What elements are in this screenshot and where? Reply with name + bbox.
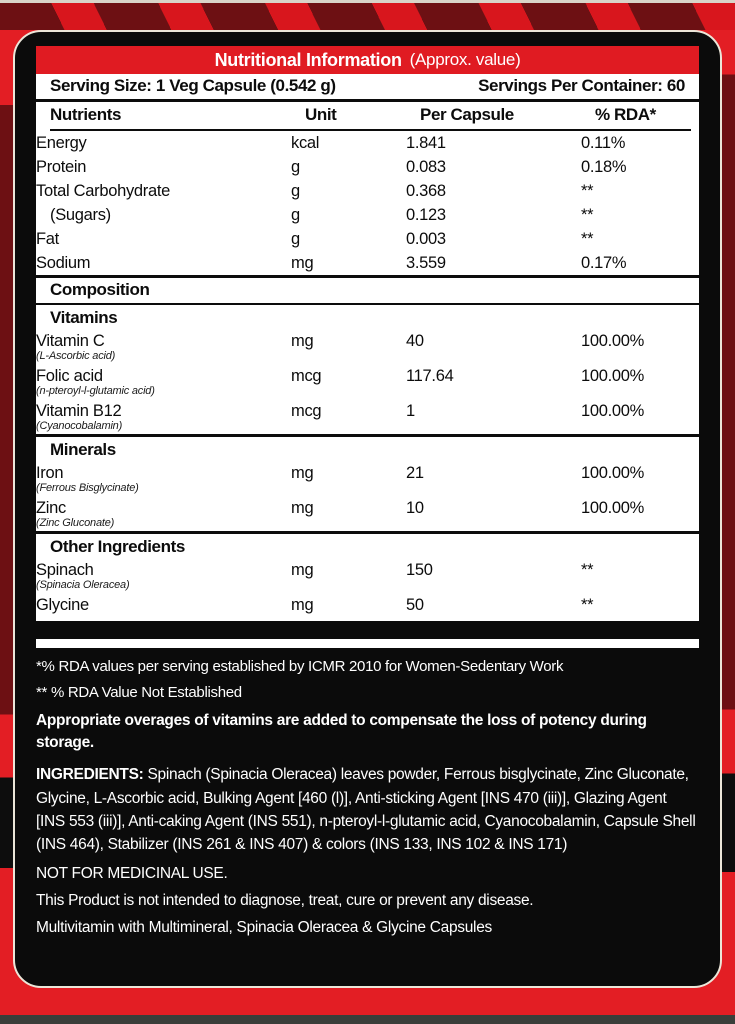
nutrient-unit: mg — [291, 561, 314, 579]
nutrition-facts-panel — [36, 74, 699, 625]
section-composition: Composition — [36, 275, 699, 305]
nutrient-name: Folic acid — [36, 367, 103, 385]
decorative-right-border — [721, 30, 735, 1015]
overages-note: Appropriate overages of vitamins are added to compensate the loss of potency during storage. — [36, 711, 647, 751]
nutrient-rda: 100.00% — [581, 402, 645, 420]
ingredients-list: Spinach (Spinacia Oleracea) leaves powder, Ferrous bisglycinate, Zinc Gluconate, Glycine, L-Ascorbic acid, Bulking Agent [460 (l)], Anti-sticking Agent [INS 470 (iii)], Glazing Agent [INS 553 (iii)], Anti-caking Agent (INS 551), n-pteroyl-l-glutamic acid, Cyanocobalamin, Capsule Shell (INS 464), Stabilizer (INS 261 & INS 407) & colors (INS 133, INS 102 & INS 171) — [36, 766, 696, 854]
nutrient-name-group — [36, 332, 291, 362]
nutrient-name: Spinach — [36, 561, 94, 579]
nutrient-chemical-name: (Zinc Gluconate) — [36, 517, 115, 529]
nutrient-per-capsule: 21 — [406, 464, 424, 482]
nutrient-rda: ** — [581, 561, 594, 579]
rda-footnote-2: ** % RDA Value Not Established — [36, 683, 242, 701]
nutrient-name: Energy — [36, 133, 87, 152]
table-row — [36, 496, 699, 531]
nutrient-unit: kcal — [291, 133, 320, 152]
rda-footnote-1: *% RDA values per serving established by ICMR 2010 for Women-Sedentary Work — [36, 657, 564, 675]
nutrient-chemical-name: (Cyanocobalamin) — [36, 420, 123, 432]
nutrient-name: Vitamin C — [36, 332, 105, 350]
nutrient-unit: mg — [291, 595, 314, 614]
product-description: Multivitamin with Multimineral, Spinacia Oleracea & Glycine Capsules — [36, 919, 492, 937]
table-row — [36, 558, 699, 593]
not-medicinal-note: NOT FOR MEDICINAL USE. — [36, 865, 228, 883]
nutrient-name-group — [36, 464, 291, 494]
nutrition-title: Nutritional Information — [214, 49, 402, 70]
table-row — [36, 131, 699, 155]
nutrient-name: Vitamin B12 — [36, 402, 122, 420]
section-other-ingredients: Other Ingredients — [36, 531, 699, 558]
nutrient-per-capsule: 40 — [406, 332, 424, 350]
column-header-row — [36, 102, 699, 131]
nutrient-rda: ** — [581, 181, 594, 200]
nutrient-name: Protein — [36, 157, 87, 176]
table-row — [36, 227, 699, 251]
nutrient-rda: 100.00% — [581, 367, 645, 385]
nutrient-name: Iron — [36, 464, 64, 482]
col-unit: Unit — [305, 102, 420, 131]
nutrient-name: Glycine — [36, 595, 89, 614]
nutrient-rda: 100.00% — [581, 464, 645, 482]
nutrient-name: Zinc — [36, 499, 66, 517]
section-vitamins: Vitamins — [50, 308, 118, 327]
nutrient-per-capsule: 0.368 — [406, 181, 446, 200]
nutrient-name-group — [36, 561, 291, 591]
nutrient-rda: 0.17% — [581, 253, 627, 272]
nutrition-title-bar — [36, 46, 699, 74]
nutrient-unit: mcg — [291, 367, 322, 385]
nutrient-name: (Sugars) — [50, 205, 111, 224]
nutrient-chemical-name: (Ferrous Bisglycinate) — [36, 482, 139, 494]
nutrient-per-capsule: 3.559 — [406, 253, 446, 272]
nutrient-unit: mg — [291, 253, 314, 272]
decorative-bottom-strip — [0, 1015, 735, 1024]
nutrient-unit: mg — [291, 464, 314, 482]
table-row — [36, 155, 699, 179]
serving-row — [36, 74, 699, 102]
nutrition-title-approx: (Approx. value) — [409, 50, 521, 69]
nutrient-name: Fat — [36, 229, 59, 248]
decorative-top-stripes — [0, 0, 735, 30]
nutrient-unit: mg — [291, 499, 314, 517]
table-row — [36, 329, 699, 364]
nutrient-per-capsule: 117.64 — [406, 367, 454, 385]
nutrient-name: Total Carbohydrate — [36, 181, 171, 200]
section-minerals: Minerals — [36, 434, 699, 461]
nutrient-rda: ** — [581, 205, 594, 224]
nutrient-unit: mg — [291, 332, 314, 350]
col-nutrients: Nutrients — [50, 102, 305, 131]
nutrient-rda: 100.00% — [581, 499, 645, 517]
col-per-capsule: Per Capsule — [420, 102, 595, 131]
ingredients-paragraph — [36, 763, 699, 856]
decorative-left-border — [0, 30, 14, 1015]
table-row — [36, 364, 699, 399]
table-row — [36, 203, 699, 227]
nutrient-unit: mcg — [291, 402, 322, 420]
serving-size: Serving Size: 1 Veg Capsule (0.542 g) — [50, 76, 336, 95]
nutrient-per-capsule: 50 — [406, 595, 424, 614]
nutrition-label-card — [13, 30, 722, 988]
nutrient-per-capsule: 10 — [406, 499, 424, 517]
nutrient-name-group — [36, 402, 291, 432]
footer-separator-bar — [36, 639, 699, 648]
nutrient-per-capsule: 1 — [406, 402, 415, 420]
nutrient-unit: g — [291, 205, 300, 224]
nutrient-name-group — [36, 499, 291, 529]
ingredients-label: INGREDIENTS: — [36, 766, 144, 784]
nutrient-unit: g — [291, 157, 300, 176]
nutrient-rda: 0.18% — [581, 157, 627, 176]
nutrient-per-capsule: 1.841 — [406, 133, 446, 152]
table-row — [36, 461, 699, 496]
footer-notes — [29, 658, 706, 938]
nutrient-per-capsule: 0.083 — [406, 157, 446, 176]
nutrient-unit: g — [291, 181, 300, 200]
nutrient-per-capsule: 0.123 — [406, 205, 446, 224]
nutrient-rda: 100.00% — [581, 332, 645, 350]
nutrient-per-capsule: 150 — [406, 561, 433, 579]
nutrient-chemical-name: (n-pteroyl-l-glutamic acid) — [36, 385, 155, 397]
servings-per-container: Servings Per Container: 60 — [478, 76, 685, 95]
nutrient-name: Sodium — [36, 253, 91, 272]
nutrient-per-capsule: 0.003 — [406, 229, 446, 248]
table-row — [36, 179, 699, 203]
nutrient-rda: 0.11% — [581, 133, 626, 152]
nutrient-unit: g — [291, 229, 300, 248]
table-row — [36, 593, 699, 621]
nutrient-chemical-name: (L-Ascorbic acid) — [36, 350, 116, 362]
nutrient-rda: ** — [581, 595, 594, 614]
nutrient-rda: ** — [581, 229, 594, 248]
col-rda: % RDA* — [595, 102, 691, 131]
table-row — [36, 399, 699, 434]
disclaimer-note: This Product is not intended to diagnose, treat, cure or prevent any disease. — [36, 892, 534, 910]
nutrient-chemical-name: (Spinacia Oleracea) — [36, 579, 130, 591]
table-row — [36, 251, 699, 275]
nutrient-name-group — [36, 367, 291, 397]
